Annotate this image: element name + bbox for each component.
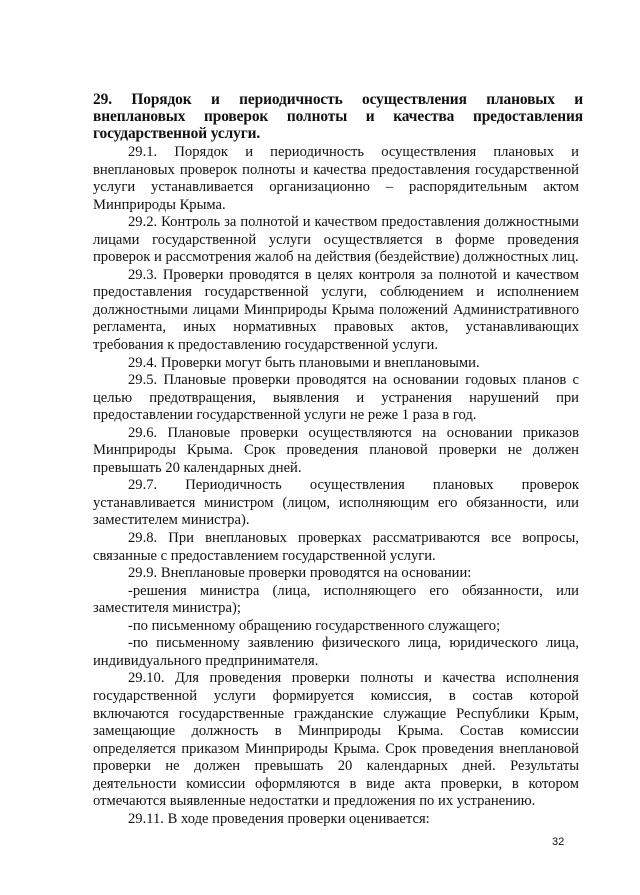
- paragraph-29-6: 29.6. Плановые проверки осуществляются на основании приказов Минприроды Крыма. Срок проведения плановой проверки не должен превышать 20 календарных дней.: [93, 424, 579, 476]
- paragraph-29-1: 29.1. Порядок и периодичность осуществления плановых и внеплановых проверок полноты и качества предоставления государственной услуги устанавливается организационно – распорядительным актом Минприроды Крыма.: [93, 144, 579, 213]
- paragraph-29-11: 29.11. В ходе проведения проверки оценивается:: [128, 810, 430, 827]
- list-item-minister-decision: -решения министра (лица, исполняющего его обязанности, или заместителя министра);: [93, 582, 579, 617]
- list-item-written-statement: -по письменному заявлению физического лица, юридического лица, индивидуального предпринимателя.: [93, 635, 579, 669]
- paragraph-29-4: 29.4. Проверки могут быть плановыми и внеплановыми.: [128, 354, 480, 371]
- paragraph-29-5: 29.5. Плановые проверки проводятся на основании годовых планов с целью предотвращения, выявления и устранения нарушений при предоставлении государственной услуги не реже 1 раза в год.: [93, 372, 579, 424]
- section-title: 29. Порядок и периодичность осуществления плановых и внеплановых проверок полноты и качества предоставления государственной услуги.: [93, 91, 583, 142]
- list-item-civil-servant-request: -по письменному обращению государственного служащего;: [128, 617, 501, 634]
- paragraph-29-10: 29.10. Для проведения проверки полноты и качества исполнения государственной услуги формируется комиссия, в состав которой включаются государственные гражданские служащие Республики Крым, замещающие должность в Минприроды Крыма. Состав комиссии определяется приказом Минприроды Крыма. Срок проведения внеплановой проверки не должен превышать 20 календарных дней. Результаты деятельности комиссии оформляются в виде акта проверки, в котором отмечаются выявленные недостатки и предложения по их устранению.: [93, 670, 579, 810]
- section-body: [93, 144, 579, 828]
- paragraph-29-9: 29.9. Внеплановые проверки проводятся на основании:: [128, 565, 472, 582]
- paragraph-29-3: 29.3. Проверки проводятся в целях контроля за полнотой и качеством предоставления государственной услуги, соблюдением и исполнением должностными лицами Минприроды Крыма положений Административного регламента, иных нормативных правовых актов, устанавливающих требования к предоставлению государственной услуги.: [93, 266, 579, 354]
- page-number: 32: [552, 836, 565, 848]
- paragraph-29-2: 29.2. Контроль за полнотой и качеством предоставления должностными лицами государственной услуги осуществляется в форме проведения проверок и рассмотрения жалоб на действия (бездействие) должностных лиц.: [93, 214, 579, 266]
- paragraph-29-8: 29.8. При внеплановых проверках рассматриваются все вопросы, связанные с предоставлением государственной услуги.: [93, 530, 579, 564]
- paragraph-29-7: 29.7. Периодичность осуществления плановых проверок устанавливается министром (лицом, исполняющим его обязанности, или заместителем министра).: [93, 477, 579, 529]
